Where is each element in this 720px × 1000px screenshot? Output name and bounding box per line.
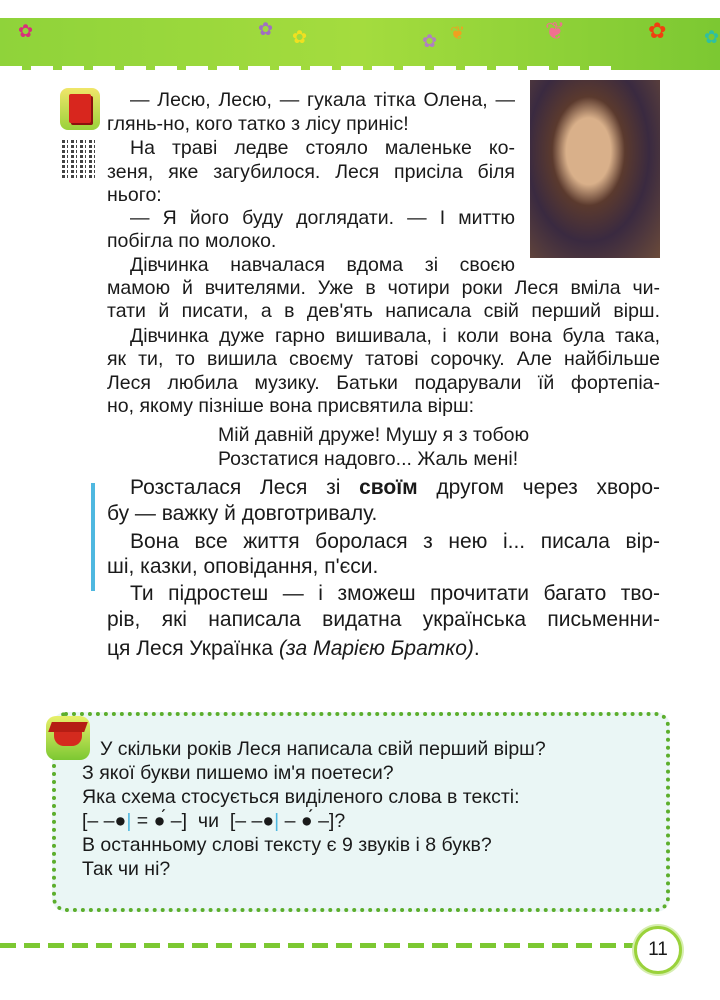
decorative-banner [0, 18, 720, 70]
qr-code[interactable] [62, 140, 98, 178]
text-line: глянь-но, кого татко з лісу приніс! [107, 113, 409, 135]
book-icon [60, 88, 100, 130]
scheme-part: – ●́ –]? [279, 810, 346, 832]
question: У скільки років Леся написала свій перший вірш? [100, 738, 546, 760]
text-line: Вона все життя боролася з нею і... писала вір- [130, 530, 660, 553]
scheme-part: [– –● [82, 810, 127, 832]
scheme-part: [– –● [229, 810, 275, 832]
text: чи [187, 810, 230, 832]
text-line: нього: [107, 184, 162, 206]
butterfly-icon: ❦ [450, 23, 466, 43]
syllable-divider: | [126, 810, 132, 832]
syllable-divider: | [274, 810, 280, 832]
text-line: мамою й вчителями. Уже в чотири роки Леся вміла чи- [107, 277, 660, 299]
flower-icon: ✿ [18, 21, 34, 41]
page-number: 11 [634, 926, 682, 974]
banner-edge [0, 66, 620, 74]
flower-icon: ✿ [292, 27, 308, 47]
text-line: рів, які написала видатна українська письменни- [107, 608, 660, 631]
text: ця Леся Українка [107, 637, 279, 660]
text-line: но, якому пізніше вона присвятила вірш: [107, 395, 475, 417]
text-line: На траві ледве стояло маленьке ко- [130, 137, 515, 159]
question: В останньому слові тексту є 9 звуків і 8 букв? [82, 834, 492, 856]
text: . [473, 637, 480, 660]
question: Яка схема стосується виділеного слова в тексті: [82, 786, 520, 808]
flower-icon: ✿ [648, 18, 667, 43]
scheme-part: = ●́ –] [131, 810, 188, 832]
text-line: Леся любила музику. Батьки подарували їй фортепіа- [107, 372, 660, 394]
flower-icon: ✿ [704, 27, 720, 47]
highlighted-word: своїм [359, 476, 418, 499]
text-line: ші, казки, оповідання, п'єси. [107, 555, 379, 578]
sound-scheme [82, 810, 345, 833]
text-line [130, 476, 660, 499]
text-line: — Я його буду доглядати. — І миттю [130, 207, 515, 229]
text-line: бу — важку й довготривалу. [107, 502, 378, 525]
text-line: Дівчинка дуже гарно вишивала, і коли вона була така, [130, 325, 660, 347]
flower-icon: ✿ [422, 31, 438, 51]
text-line: як ти, то вишила своєму татові сорочку. Але найбільше [107, 348, 660, 370]
text-line: зеня, яке загубилося. Леся присіла біля [107, 161, 515, 183]
text-line: Ти підростеш — і зможеш прочитати багато тво- [130, 582, 660, 605]
butterfly-icon: ❦ [545, 18, 566, 45]
text-line: побігла по молоко. [107, 230, 277, 252]
text-line: — Лесю, Лесю, — гукала тітка Олена, — [130, 89, 515, 111]
poem-line: Розстатися надовго... Жаль мені! [218, 448, 519, 470]
highlight-bar [91, 483, 95, 591]
text-line: Дівчинка навчалася вдома зі своєю [130, 254, 515, 276]
text-line: тати й писати, а в дев'ять написала свій перший вірш. [107, 300, 660, 322]
portrait-image [530, 80, 660, 258]
text: другом через хворо- [417, 476, 660, 499]
source-attribution: (за Марією Братко) [278, 637, 474, 660]
graduation-cap-icon [46, 716, 90, 760]
question: З якої букви пишемо ім'я поетеси? [82, 762, 394, 784]
text-line [107, 637, 480, 660]
flower-icon: ✿ [258, 19, 274, 39]
footer-divider [0, 943, 636, 948]
text: Розсталася Леся зі [130, 476, 360, 499]
question: Так чи ні? [82, 858, 171, 880]
poem-line: Мій давній друже! Мушу я з тобою [218, 424, 530, 446]
